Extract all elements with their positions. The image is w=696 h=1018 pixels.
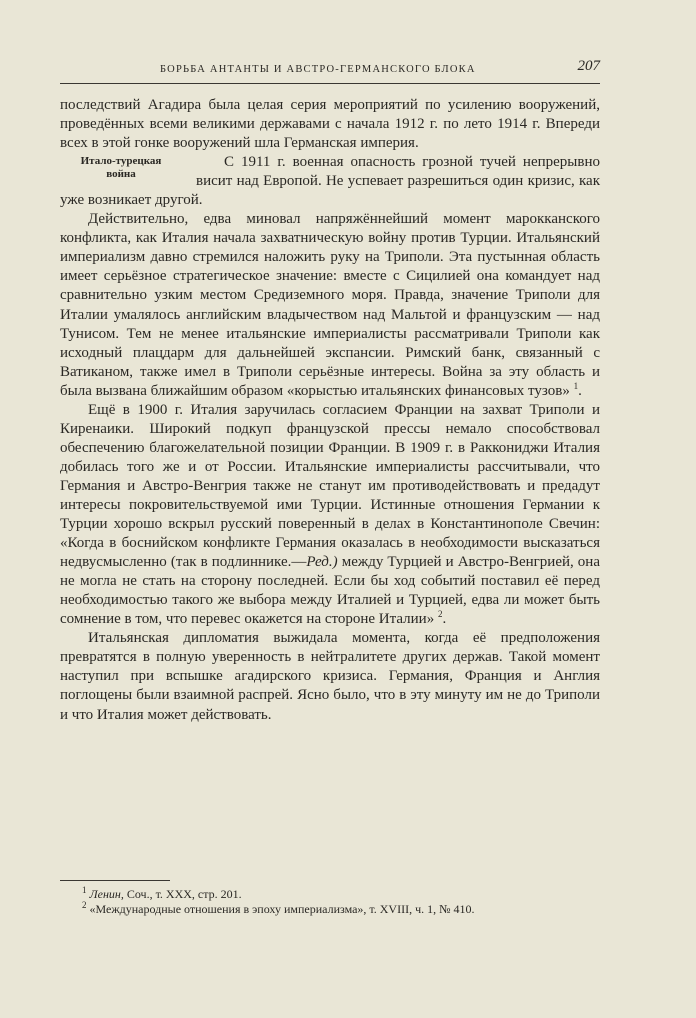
- paragraph-4: Ещё в 1900 г. Италия заручилась согласием Франции на захват Триполи и Киренаики. Широкий подкуп французской прессы немало способствовал обеспечению благожелательной позиции Франции. В 1909 г. в Раккониджи Италия добилась того же и от России. Итальянские империалисты рассчитывали, что Германия и Австро-Венгрия также не станут им противодействовать и предадут интересы покровительствуемой ими Турции. Истинные отношения Германии к Турции хорошо вскрыл русский поверенный в делах в Константинополе Свечин: «Когда в боснийском конфликте Германия оказалась в необходимости высказаться недвусмысленно (так в подлиннике.—Ред.) между Турцией и Австро-Венгрией, она не могла не стать на сторону последней. Если бы ход событий поставил её перед необходимостью такого же выбора между Италией и Турцией, едва ли может быть сомнение в том, что перевес окажется на стороне Италии» $^2$.: [60, 401, 600, 628]
- footnote-2-text: «Международные отношения в эпоху империализма», т. XVIII, ч. 1, № 410.: [89, 902, 475, 916]
- footnote-ref-1: 1: [573, 380, 579, 391]
- margin-heading: [60, 155, 182, 181]
- body-text: [60, 96, 600, 725]
- paragraph-2: С 1911 г. военная опасность грозной тучей непрерывно висит над Европой. Не успевает разрешиться один кризис, как уже возникает другой.: [60, 154, 600, 209]
- paragraph-4-text-a: Ещё в 1900 г. Италия заручилась согласием Франции на захват Триполи и Киренаики. Широкий подкуп французской прессы немало способствовал обеспечению благожелательной позиции Франции. В 1909 г. в Раккониджи Италия добилась того же и от России. Итальянские империалисты рассчитывали, что Германия и Австро-Венгрия также не станут им противодействовать и предадут интересы покровительствуемой ими Турции. Истинные отношения Германии к Турции хорошо вскрыл русский поверенный в делах в Константинополе Свечин: «Когда в боснийском конфликте Германия оказалась в необходимости высказаться недвусмысленно (так в подлиннике.—: [60, 401, 600, 571]
- running-title: БОРЬБА АНТАНТЫ И АВСТРО-ГЕРМАНСКОГО БЛОКА: [160, 64, 476, 75]
- editor-note: Ред.): [306, 554, 338, 571]
- footnote-rule: [60, 880, 170, 881]
- paragraph-3: Действительно, едва миновал напряжённейший момент марокканского конфликта, как Италия начала захватническую войну против Турции. Итальянский империализм давно стремился наложить руку на Триполи. Эта пустынная область имеет серьёзное стратегическое значение: вместе с Сицилией она командует над сравнительно узким местом Средиземного моря. Правда, значение Триполи для Италии умалялось английским владычеством над Мальтой и французским — над Тунисом. Тем не менее итальянские империалисты рассматривали Триполи как исходный плацдарм для дальнейшей экспансии. Римский банк, связанный с Ватиканом, также имел в Триполи серьёзные интересы. Война за эту область и была вызвана ближайшим образом «корыстью итальянских финансовых тузов» $^1$.: [60, 211, 600, 399]
- paragraph-5: Итальянская дипломатия выжидала момента, когда её предположения превратятся в полную уверенность в нейтралитете других держав. Такой момент наступил при вспышке агадирского кризиса. Германия, Франция и Англия поглощены были взаимной распрей. Ясно было, что в эту минуту им не до Триполи и что Италия может действовать.: [60, 630, 600, 723]
- footnote-1-author: Ленин,: [89, 887, 124, 901]
- paragraph-3-text: Действительно, едва миновал напряжённейший момент марокканского конфликта, как Италия начала захватническую войну против Турции. Итальянский империализм давно стремился наложить руку на Триполи. Эта пустынная область имеет серьёзное стратегическое значение: вместе с Сицилией она командует над сравнительно узким местом Средиземного моря. Правда, значение Триполи для Италии умалялось английским владычеством над Мальтой и французским — над Тунисом. Тем не менее итальянские империалисты рассматривали Триполи как исходный плацдарм для дальнейшей экспансии. Римский банк, связанный с Ватиканом, также имел в Триполи серьёзные интересы. Война за эту область и была вызвана ближайшим образом «корыстью итальянских финансовых тузов»: [60, 211, 600, 399]
- margin-heading-line-1: Итало-турецкая: [80, 155, 162, 168]
- footnote-ref-2: 2: [437, 609, 443, 620]
- footnote-2-marker: 2: [82, 900, 87, 910]
- footnotes: [60, 887, 600, 917]
- paragraph-4-text-b: между Турцией и Австро-Венгрией, она не могла не стать на сторону последней. Если бы ход событий поставил её перед необходимостью такого же выбора между Италией и Турцией, едва ли может быть сомнение в том, что перевес окажется на стороне Италии»: [60, 554, 600, 628]
- footnote-1: [60, 887, 600, 902]
- footnote-1-text: Соч., т. XXX, стр. 201.: [126, 887, 242, 901]
- footnote-2: [60, 902, 600, 917]
- footnote-1-marker: 1: [82, 885, 87, 895]
- page-header: [160, 58, 600, 80]
- header-rule: [60, 83, 600, 84]
- paragraph-1: последствий Агадира была целая серия мероприятий по усилению вооружений, проведённых всеми великими державами с начала 1912 г. по лето 1914 г. Впереди всех в этой гонке вооружений шла Германская империя.: [60, 97, 600, 152]
- margin-heading-line-2: война: [106, 168, 136, 181]
- page-number: 207: [577, 58, 600, 74]
